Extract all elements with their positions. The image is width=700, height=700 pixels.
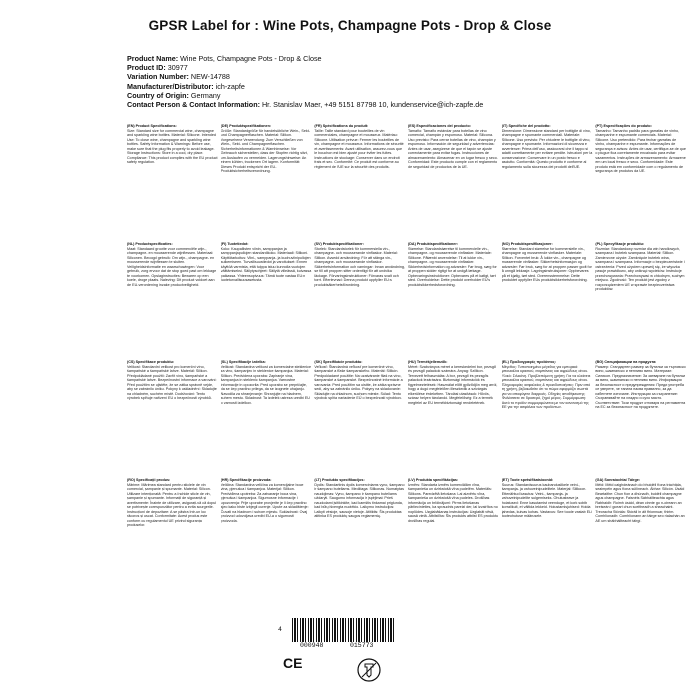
spec-text: Veľkosť: Štandardná veľkosť pre komerčné víno, šampanské a fľaše šampanského. Materiál: Silikón. Predpokladané použitie: Na uzatváranie fliaš na víno, šampanské a šampanské. Bezpečnostné informácie a varovania: Pred použitím sa uistite, že zátka správne sedí, aby sa zabránilo úniku. Pokyny na skladovanie: Skladujte na chladnom, suchom mieste. Súlad: Tento výrobok spĺňa nariadenie EÚ o bezpečnosti výrobkov.	[314, 364, 403, 401]
spec-heading: (DE) Produktspezifikationen:	[220, 124, 272, 128]
barcode-digits-1: 000948	[300, 642, 324, 649]
spec-block	[314, 242, 406, 360]
spec-heading: (HR) Specifikacije proizvoda:	[220, 478, 272, 482]
spec-heading: (FR) Spécifications du produit:	[314, 124, 369, 128]
info-label: Variation Number:	[127, 72, 189, 82]
info-row	[127, 100, 667, 109]
spec-text: Size: Standard size for commercial wine, champagne and sparkling wine bottles. Material: Silicone. Intended Use: To close wine, champagne and sparkling wine bottles. Safety Information & Warnings: Before use, make sure that the plug fits properly to avoid leakage. Storage Instructions: Store in a cool, dry place. Compliance: This product complies with the EU product safety regulation.	[127, 128, 218, 165]
page-title: GPSR Label for : Wine Pots, Champagne Pots - Drop & Close	[148, 18, 552, 33]
spec-heading: (IT) Specifiche del prodotto:	[501, 124, 551, 128]
info-value: ich-zapfe	[215, 81, 245, 91]
spec-heading: (LT) Produkto specifikacijos:	[314, 478, 365, 482]
info-label: Contact Person & Contact Information:	[127, 100, 260, 110]
spec-text: Rozmiar: Standardowy rozmiar dla win handlowych, szampana i butelek szampana. Materiał: Silikon. Zamierzone użycie: Zamknięcie butelek wina, szampana i szampana. Informacje o bezpieczeństwie i ostrzeżenia: Przed użyciem upewnij się, że wtyczka pasuje prawidłowo, aby uniknąć wycieków. Instrukcje przechowywania: Przechowywać w chłodnym, suchym miejscu. Zgodność: Ten produkt jest zgodny z rozporządzeniem UE w sprawie bezpieczeństwa produktów.	[595, 246, 685, 292]
info-row	[127, 91, 667, 100]
barcode-digit-left: 4	[278, 626, 282, 633]
info-value: Germany	[190, 90, 221, 100]
spec-text: Méret: Szabványos méret a kereskedelmi bor, pezsgő és pezsgő palackok számára. Anyag: Szilikon. Tervezett felhasználás: A bor, pezsgő és pezsgős palackok lezárására. Biztonsági információk és figyelmeztetések: Használat előtt győződjön meg arról, hogy a dugó megfelelően illeszkedik a szivárgás elkerülése érdekében. Tárolási utasítások: Hűvös, száraz helyen tárolandó. Megfelelőség: Ez a termék megfelel az EU termékbiztonsági rendeletének.	[408, 364, 498, 405]
spec-text: Размер: Стандартен размер за бутилки за търговско вино, шампанско и пенливо вино. Материал: Силикон. Предназначение: За затваряне на бутилки за вино, шампанско и пенливо вино. Информация за безопасност и предупреждения: Преди употреба се уверете, че тапата пасва правилно, за да избегнете изтичане. Инструкции за съхранение: Съхранявайте на хладно и сухо място. Съответствие: Този продукт отговаря на регламента на ЕС за безопасност на продуктите.	[595, 364, 686, 410]
spec-heading: (FI) Tuotetiedot:	[220, 242, 249, 246]
spec-block	[221, 124, 313, 242]
barcode-digits-2: 015773	[350, 642, 374, 649]
spec-block	[408, 242, 500, 360]
spec-text: Izmērs: Standarta izmērs komerciālām vīna, šampanieša un dzirkstošā vīna pudelēm. Materiāls: Silikons. Paredzētā lietošana: Lai aizvērtu vīna, šampanieša un dzirkstošā vīna pudeles. Drošības informācija un brīdinājumi: Pirms lietošanas pārliecinieties, ka spraudnis pareizi der, lai izvairītos no noplūdes. Uzglabāšanas instrukcijas: Uzglabāt vēsā, sausā vietā. Atbilstība: Šis produkts atbilst ES produktu drošības regulai.	[408, 482, 498, 523]
spec-text: Velikost: Standardna velikost za komercialne steklenice za vino, šampanjec in steklenice šampanjca. Material: Silikon. Predvidena uporaba: Zapiranje vina, šampanjca in steklenic šampanjca. Varnostne informacije in opozorila: Pred uporabo se prepričajte, da se čep pravilno prilega, da se izognete uhajanju. Navodila za shranjevanje: Shranjujte na hladnem, suhem mestu. Skladnost: Ta izdelek ustreza uredbi EU o varnosti izdelkov.	[220, 364, 312, 405]
spec-row	[127, 478, 687, 596]
spec-block	[127, 242, 219, 360]
info-label: Product ID:	[127, 63, 166, 73]
spec-heading: (GA) Sonraíochtaí Táirge:	[595, 478, 641, 482]
spec-heading: (RO) Specificații produs:	[127, 478, 171, 482]
spec-text: Maat: Standaard grootte voor commerciële wijn-, champagne- en mousserende wijnflessen. Materiaal: Siliconen. Beoogd gebruik: Om wijn-, champagne- en mousserende wijnflessen te sluiten. Veiligheidsinformatie en waarschuwingen: Voor gebruik, zorg ervoor dat de stop goed past om lekkage te voorkomen. Opslaginstructies: Bewaren op een koele, droge plaats. Naleving: Dit product voldoet aan de EU-verordening inzake productveiligheid.	[127, 246, 217, 287]
spec-row	[127, 360, 687, 478]
info-label: Country of Origin:	[127, 90, 189, 100]
spec-block	[408, 360, 500, 478]
no-leak-icon	[356, 657, 382, 683]
spec-heading: (SV) Produktspecifikationer:	[314, 242, 364, 246]
spec-block	[221, 360, 313, 478]
spec-text: Tamanho: Tamanho padrão para garrafas de vinho, champanhe e espumante comerciais. Material: Silicone. Uso pretendido: Para fechar garrafas de vinho, champanhe e espumante. Informações de segurança e avisos: Antes de usar, certifique-se de que o plugue fica corretamente encaixado para evitar vazamentos. Instruções de armazenamento: Armazene em um local fresco e seco. Conformidade: Este produto está em conformidade com o regulamento de segurança de produtos da UE.	[595, 128, 686, 174]
spec-heading: (ET) Toote spetsifikatsioonid:	[501, 478, 554, 482]
spec-heading: (NO) Produktspesifikasjoner:	[501, 242, 553, 246]
spec-heading: (CS) Specifikace produktu:	[127, 360, 175, 364]
spec-row	[127, 124, 687, 242]
spec-heading: (SL) Specifikacije izdelka:	[220, 360, 266, 364]
spec-block	[314, 124, 406, 242]
info-value: NEW-14788	[190, 72, 230, 82]
spec-text: Mărime: Mărimea standard pentru sticlele de vin comercial, șampanie și spumante. Material: Silicon. Utilizare intenționată: Pentru a închide sticle de vin, șampanie și spumante. Informații de siguranță și avertismente: Înainte de utilizare, asigurați-vă că dopul se potrivește corespunzător pentru a evita scurgerile. Instrucțiuni de depozitare: A se păstra într-un loc răcoros și uscat. Conformitate: Acest produs este conform cu regulamentul UE privind siguranța produselor.	[127, 482, 217, 528]
spec-text: Taille: Taille standard pour bouteilles de vin commerciales, champagne et mousseux. Matériau: Silicone. Utilisation prévue: Fermer les bouteilles de vin, champagne et mousseux. Informations de sécurité et avertissements: Avant utilisation, assurez-vous que le bouchon est bien ajusté pour éviter les fuites. Instructions de stockage: Conserver dans un endroit frais et sec. Conformité: Ce produit est conforme au règlement de l'UE sur la sécurité des produits.	[314, 128, 404, 169]
spec-heading: (SK) Špecifikácie produktu:	[314, 360, 363, 364]
spec-block	[127, 124, 219, 242]
barcode-bars	[292, 618, 396, 642]
spec-heading: (PL) Specyfikacje produktu:	[595, 242, 645, 246]
spec-block	[502, 242, 594, 360]
spec-block	[314, 360, 406, 478]
spec-block	[221, 242, 313, 360]
spec-block	[595, 242, 687, 360]
spec-text: Størrelse: Standardstørrelse til kommercielle vin-, champagne- og mousserende vinflasker. Materiale: Silikone. Påtænkt anvendelse: Til at lukke vin-, champagne- og mousserende vinflasker. Sikkerhedsinformation og advarsler: Før brug, sørg for at proppen sidder rigtigt for at undgå lækage. Opbevaringsinstruktioner: Opbevares på et køligt, tørt sted. Overholdelse: Dette produkt overholder EU's produktsikkerhedsforordning.	[408, 246, 497, 287]
spec-block	[221, 478, 313, 596]
spec-heading: (EL) Προδιαγραφές προϊόντος:	[501, 360, 557, 364]
info-row	[127, 72, 667, 81]
spec-heading: (ES) Especificaciones del producto:	[408, 124, 471, 128]
ce-mark-icon: CE	[283, 655, 303, 671]
info-row	[127, 54, 667, 63]
spec-text: Storlek: Standardstorlek för kommersiella vin-, champagne- och mousserande vinflaskor. Material: Silikon. Avsedd användning: För att stänga vin-, champagne- och mousserande vinflaskor. Säkerhetsinformation och varningar: Innan användning, se till att proppen sitter ordentligt för att undvika läckage. Förvaringsinstruktioner: Förvaras svalt och torrt. Efterlevnad: Denna produkt uppfyller EU:s produktsäkerhetsförordning.	[314, 246, 405, 287]
spec-block	[502, 124, 594, 242]
spec-text: Velikost: Standardní velikost pro komerční víno, šampaňské a šampaňské lahve. Materiál: Silikon. Předpokládané použití: Zavřít víno, šampaňské a šampaňské lahve. Bezpečnostní informace a varování: Před použitím se ujistěte, že se zátka správně vejde, aby se zabránilo úniku. Pokyny k uskladnění: Skladujte na chladném, suchém místě. Dodržování: Tento výrobek splňuje nařízení EU o bezpečnosti výrobků.	[127, 364, 217, 401]
spec-text: Μέγεθος: Τυποποιημένο μέγεθος για εμπορικά μπουκάλια κρασιού, σαμπάνιας και αφρώδους οίνου. Υλικό: Σιλικόνη. Προβλεπόμενη χρήση: Για να κλείσετε μπουκάλια κρασιού, σαμπάνιας και αφρώδους οίνου. Πληροφορίες ασφαλείας & προειδοποιήσεις: Πριν από τη χρήση, βεβαιωθείτε ότι το πώμα εφαρμόζει σωστά για να αποφύγετε διαρροές. Οδηγίες αποθήκευσης: Φυλάσσετε σε δροσερό, ξηρό μέρος. Συμμόρφωση: Αυτό το προϊόν συμμορφώνεται με τον κανονισμό της ΕΕ για την ασφάλεια των προϊόντων.	[501, 364, 591, 410]
spec-block	[595, 360, 687, 478]
info-row	[127, 63, 667, 72]
spec-block	[502, 478, 594, 596]
info-label: Manufacturer/Distributor:	[127, 81, 214, 91]
spec-text: Koko: Kaupallisten viinin, samppanjan ja samppanjapullojen standardikoko. Materiaali: Silikoni. Käyttötarkoitus: Viini-, samppanja- ja kuohuviinipullojen sulkemiseen. Turvallisuustiedot ja varoitukset: Ennen käyttöä varmista, että tulppa istuu kunnolla vuotojen välttämiseksi. Säilytysohjeet: Säilytä viileässä, kuivassa paikassa. Yhteensopivuus: Tämä tuote vastaa EU:n tuoteturvallisuusasetusta.	[220, 246, 312, 283]
spec-block	[408, 124, 500, 242]
spec-block	[502, 360, 594, 478]
spec-heading: (HU) Termékjellemzők:	[408, 360, 448, 364]
spec-block	[595, 124, 687, 242]
spec-block	[595, 478, 687, 596]
info-label: Product Name:	[127, 54, 179, 63]
spec-heading: (PT) Especificações do produto:	[595, 124, 652, 128]
spec-text: Größe: Standardgröße für handelsübliche Wein-, Sekt- und Champagnerflaschen. Material: Silikon. Vorgesehene Verwendung: Zum Verschließen von Wein-, Sekt- und Champagnerflaschen. Sicherheitsinformationen & Warnhinweise: Vor Gebrauch sicherstellen, dass der Stopfen richtig sitzt, um Auslaufen zu vermeiden. Lagerungshinweise: An einem kühlen, trockenen Ort lagern. Konformität: Dieses Produkt entspricht der EU-Produktsicherheitsverordnung.	[220, 128, 310, 174]
spec-text: Méid: Méid caighdeánach do bhuidéil fíona tráchtála, seaimpéin agus fíona súilíneach. Ábhar: Silicón. Úsáid Beartaithe: Chun fíon a dhúnadh, buidéil champagne agus champagne. Faisnéis Sábháilteachta agus Rabhaidh: Roimh úsáid, déan cinnte go n-oireann an breiseán i gceart chun sceitheadh a sheachaint. Treoracha Stórála: Stóráil in áit fhionnuar, thirim. Comhlíonadh: Comhlíonann an táirge seo rialachán an AE um shábháilteacht táirgí.	[595, 482, 685, 523]
spec-block	[127, 360, 219, 478]
spec-block	[314, 478, 406, 596]
spec-text: Størrelse: Standard størrelse for kommersielle vin-, champagne og musserende vinflasker. Materiale: Silikon. Forventet bruk: Å lukke vin-, champagne og musserende vinflasker. Sikkerhetsinformasjon og advarsler: Før bruk, sørg for at proppen passer godt for å unngå lekkasje. Lagringsinstruksjoner: Oppbevares på et kjølig, tørt sted. Overensstemmelse: Dette produktet oppfyller EUs produktsikkerhetsforordning.	[501, 246, 592, 283]
info-value: Wine Pots, Champagne Pots - Drop & Close	[180, 54, 322, 63]
spec-text: Suurus: Standardsuurus kaubanduslikele veini-, šampanja- ja vahuveinipudelitele. Materjal: Silikoon. Ettenähtud kasutus: Veini-, šampanja- ja vahuveinipudelite sulgemiseks. Ohutusteave ja hoiatused: Enne kasutamist veenduge, et kork sobib korralikult, et vältida lekkeid. Hoiustamisjuhised: Hoida jahedas, kuivas kohas. Vastavus: See toode vastab ELi tooteohutuse määrusele.	[501, 482, 593, 519]
spec-heading: (NL) Productspecificaties:	[127, 242, 173, 246]
product-info	[127, 54, 667, 109]
spec-grid	[127, 124, 687, 596]
spec-block	[408, 478, 500, 596]
spec-heading: (EN) Product Specifications:	[127, 124, 177, 128]
info-value: 30977	[167, 63, 188, 73]
spec-heading: (LV) Produkta specifikācijas:	[408, 478, 459, 482]
spec-heading: (BG) Спецификации на продукта:	[595, 360, 657, 364]
info-row	[127, 82, 667, 91]
spec-block	[127, 478, 219, 596]
spec-text: Tamaño: Tamaño estándar para botellas de vino comercial, champán y espumoso. Material: Silicona. Uso previsto: Para cerrar botellas de vino, champán y espumoso. Información de seguridad y advertencias: Antes de usar, asegúrese de que el tapón se ajuste correctamente para evitar fugas. Instrucciones de almacenamiento: Almacenar en un lugar fresco y seco. Conformidad: Este producto cumple con el reglamento de seguridad de productos de la UE.	[408, 128, 498, 169]
spec-text: Dydis: Standartinis dydis komerciniams vyno, šampano ir šampano buteliams. Medžiaga: Silikonas. Numatytas naudojimas: Vyno, šampano ir šampano buteliams uždaryti. Saugumo informacija ir įspėjimai: Prieš naudodami įsitikinkite, kad kamštis tinkamai priglunda, kad būtų išvengta nuotėkio. Laikymo instrukcijos: Laikyti vėsioje, sausoje vietoje. Atitiktis: Šis produktas atitinka ES produktų saugos reglamentą.	[314, 482, 405, 519]
spec-text: Veličina: Standardna veličina za komercijalne boce vina, pjenušca i šampanjca. Materijal: Silikon. Predviđena upotreba: Za zatvaranje boca vina, pjenušca i šampanjca. Sigurnosne informacije i upozorenja: Prije uporabe provjerite je li čep pravilno sjeo kako biste izbjegli curenje. Upute za skladištenje: Čuvati na hladnom i suhom mjestu. Sukladnost: Ovaj proizvod udovoljava uredbi EU-a o sigurnosti proizvoda.	[220, 482, 309, 523]
spec-text: Dimensione: Dimensione standard per bottiglie di vino, champagne e spumante commerciali. Materiale: Silicone. Uso previsto: Per chiudere le bottiglie di vino, champagne e spumante. Informazioni di sicurezza e avvertenze: Prima dell'uso, assicurarsi che il tappo si adatti correttamente per evitare perdite. Istruzioni per la conservazione: Conservare in un posto fresco e asciutto. Conformità: Questo prodotto è conforme al regolamento sulla sicurezza dei prodotti dell'UE.	[501, 128, 593, 169]
info-value: Hr. Stanislav Maer, +49 5151 87798 10, kundenservice@ich-zapfe.de	[261, 100, 484, 110]
spec-row	[127, 242, 687, 360]
barcode	[278, 618, 398, 652]
spec-heading: (DA) Produktspecifikationer:	[408, 242, 459, 246]
